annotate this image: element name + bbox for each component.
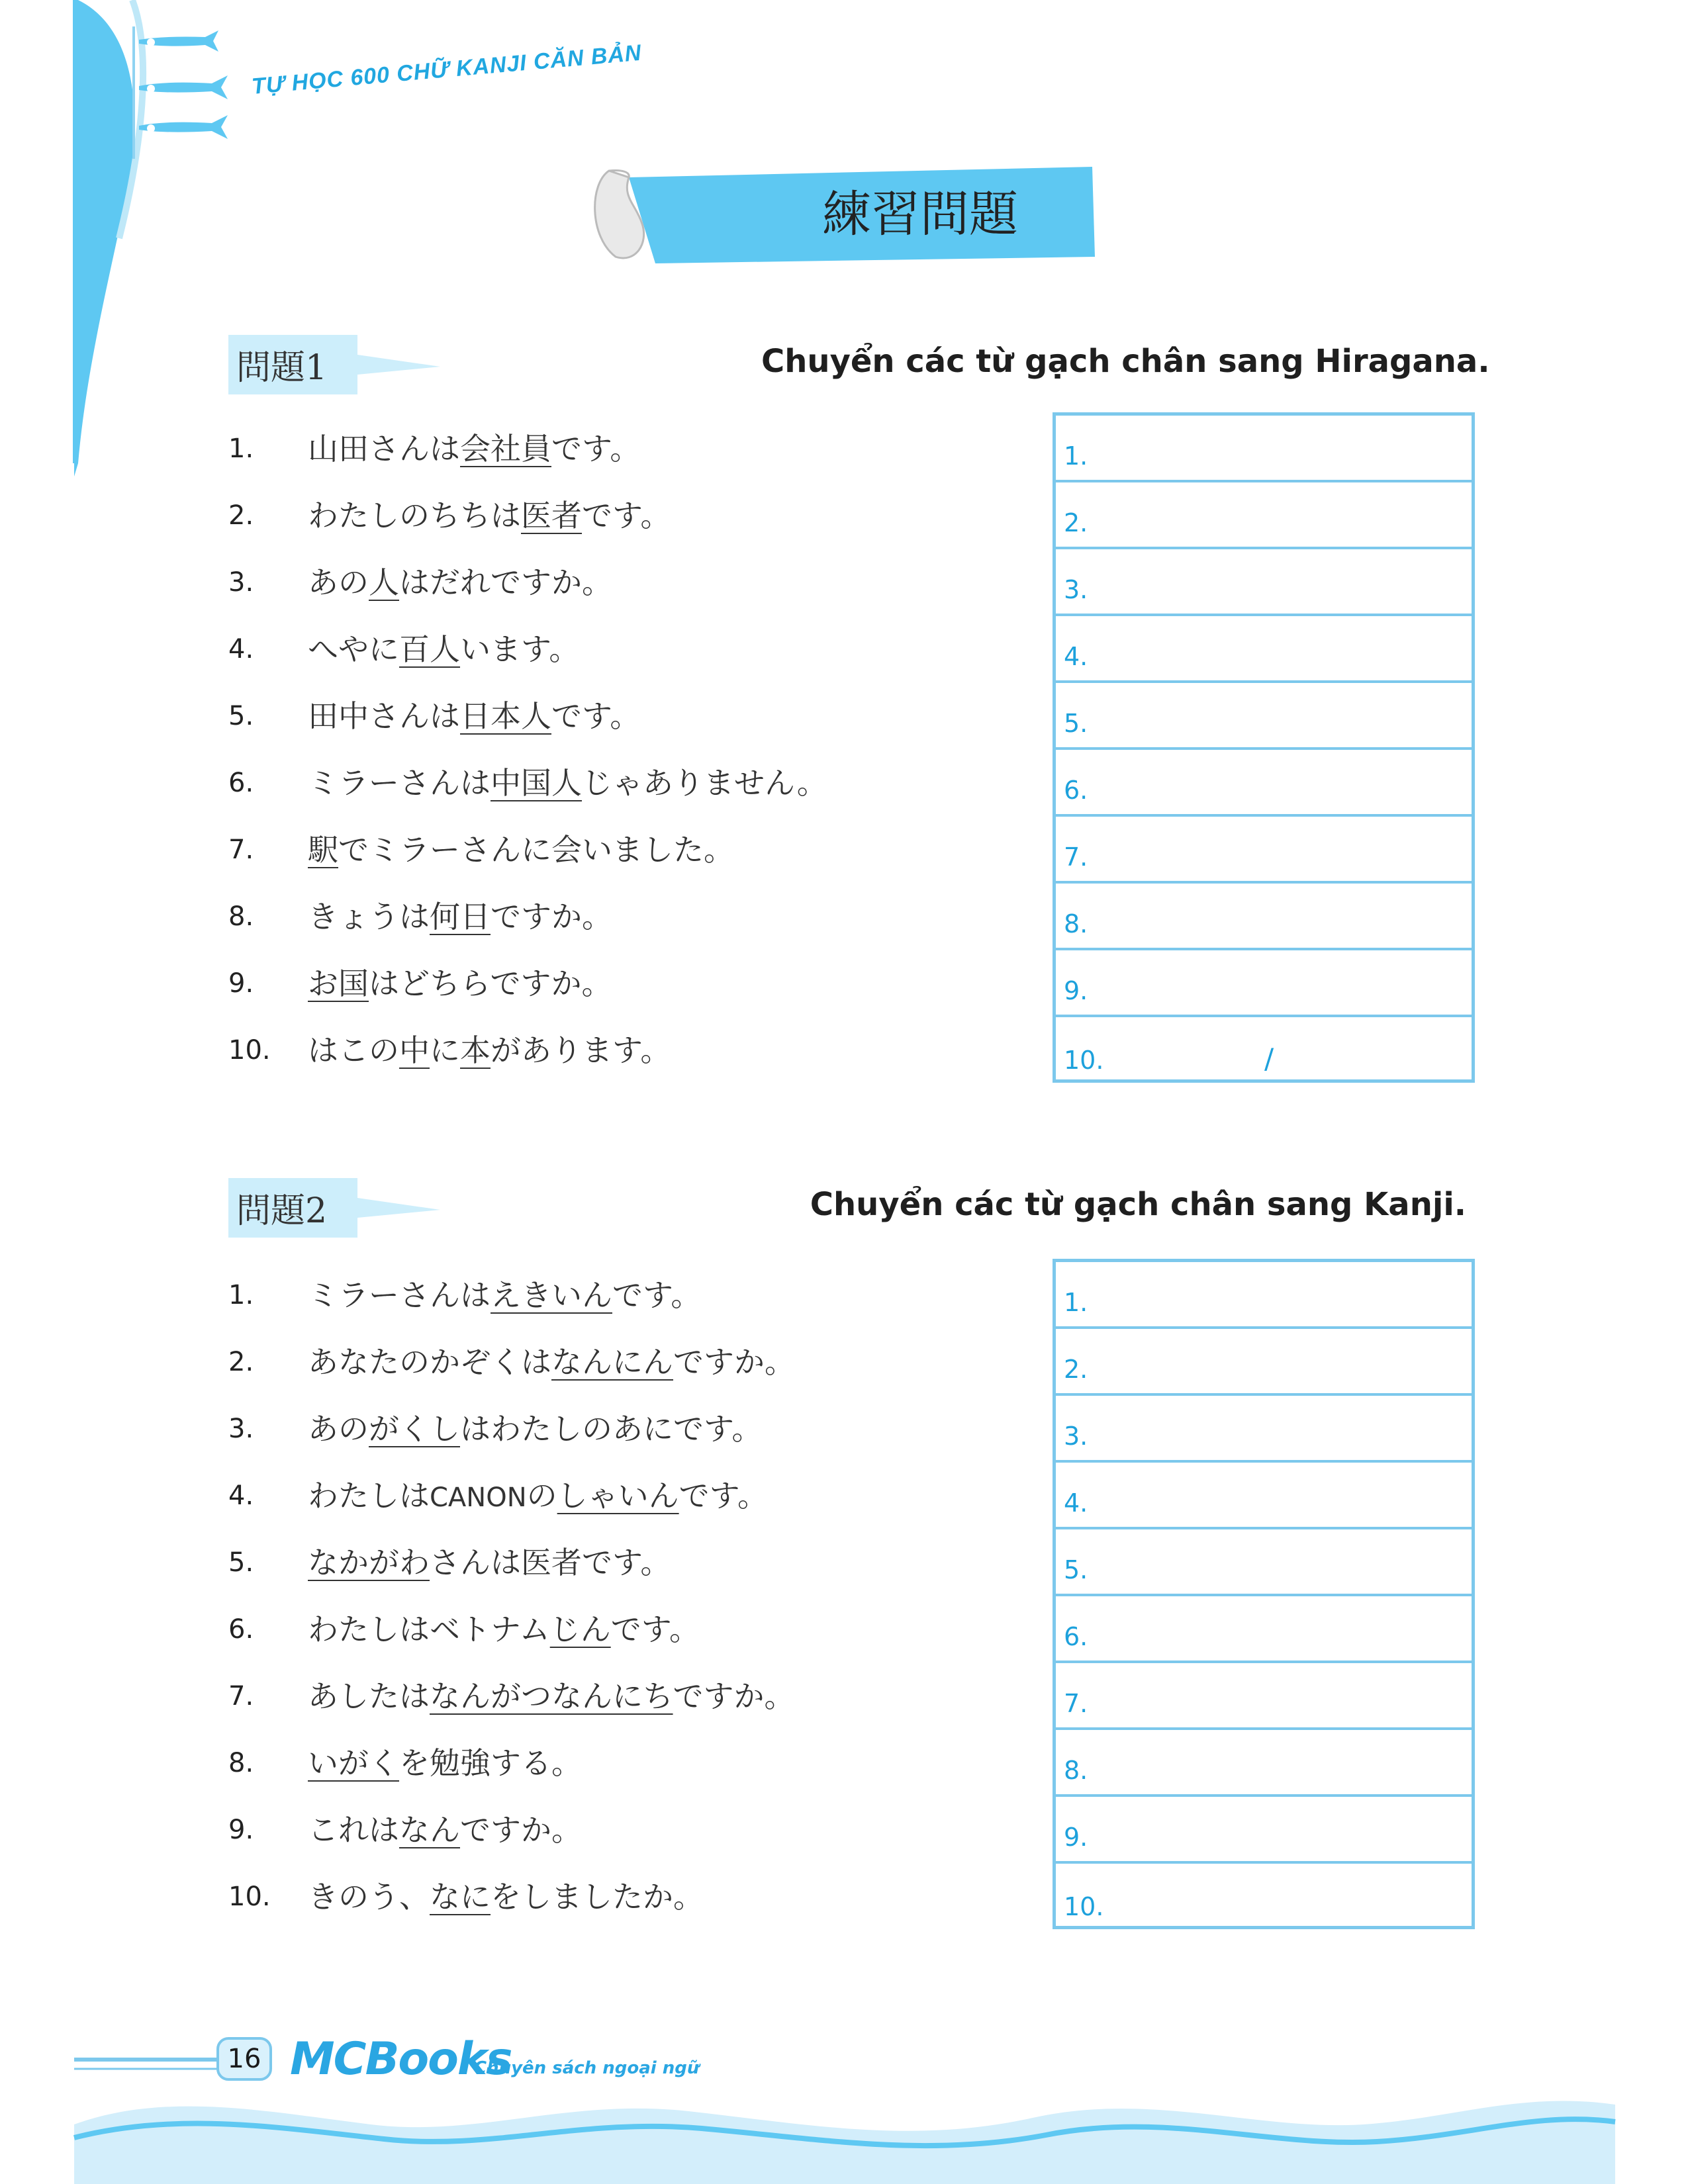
underlined-word: しゃいん xyxy=(557,1478,679,1514)
underlined-word: なんにん xyxy=(551,1344,673,1380)
question-number: 2. xyxy=(228,500,254,531)
underlined-word: 駅 xyxy=(308,832,338,868)
question-text xyxy=(308,549,612,616)
answer-label: 8. xyxy=(1064,909,1088,938)
answer-label: 5. xyxy=(1064,709,1088,738)
underlined-word: 何日 xyxy=(430,899,491,934)
sentence-fragment: います。 xyxy=(460,631,580,667)
answer-label: 7. xyxy=(1064,1689,1088,1718)
underlined-word: なん xyxy=(399,1812,460,1848)
underlined-word: いがく xyxy=(308,1745,399,1781)
answer-label: 4. xyxy=(1064,1488,1088,1518)
sentence-fragment: きょうは xyxy=(308,899,430,934)
answer-label: 1. xyxy=(1064,1288,1088,1317)
question-number: 2. xyxy=(228,1347,254,1377)
sentence-fragment: 田中さんは xyxy=(308,698,460,734)
answer-row[interactable] xyxy=(1056,1329,1472,1396)
answer-label: 6. xyxy=(1064,776,1088,805)
question-text xyxy=(308,1596,700,1663)
question-number: 1. xyxy=(228,433,254,464)
question-text xyxy=(308,1017,671,1084)
answer-label: 6. xyxy=(1064,1622,1088,1651)
question-number: 10. xyxy=(228,1882,271,1912)
sentence-fragment: に xyxy=(430,1032,460,1068)
sentence-fragment: さんは医者です。 xyxy=(430,1545,671,1580)
sentence-fragment: 山田さんは xyxy=(308,431,460,467)
question-number: 7. xyxy=(228,835,254,865)
question-number: 4. xyxy=(228,1480,254,1511)
sentence-fragment: これは xyxy=(308,1812,399,1848)
answer-label: 10. xyxy=(1064,1892,1104,1921)
question-number: 5. xyxy=(228,1547,254,1578)
question-number: 4. xyxy=(228,634,254,664)
question-text xyxy=(308,1463,768,1529)
answer-row[interactable] xyxy=(1056,750,1472,817)
sentence-fragment: です。 xyxy=(582,498,671,533)
answer-row[interactable] xyxy=(1056,1463,1472,1529)
sentence-fragment: はどちらですか。 xyxy=(369,966,612,1001)
answer-row[interactable] xyxy=(1056,1663,1472,1730)
answer-label: 4. xyxy=(1064,642,1088,671)
question-text xyxy=(308,416,640,482)
answer-label: 2. xyxy=(1064,1355,1088,1384)
answer-row[interactable] xyxy=(1056,616,1472,683)
sentence-fragment: わたしは xyxy=(308,1478,430,1514)
answer-row[interactable] xyxy=(1056,1596,1472,1663)
problem1-tag: 問題1 xyxy=(236,348,328,388)
underlined-word: 中 xyxy=(399,1032,430,1068)
question-number: 8. xyxy=(228,1748,254,1778)
question-text xyxy=(308,1396,762,1463)
sentence-fragment: きのう、 xyxy=(308,1879,430,1915)
underlined-word: 人 xyxy=(369,565,399,600)
question-number: 8. xyxy=(228,901,254,932)
sentence-fragment: はこの xyxy=(308,1032,399,1068)
answer-mark: / xyxy=(1264,1042,1274,1075)
answer-row[interactable] xyxy=(1056,1529,1472,1596)
question-number: 7. xyxy=(228,1681,254,1711)
underlined-word: 会社員 xyxy=(460,431,551,467)
question-text xyxy=(308,1529,671,1596)
answer-label: 3. xyxy=(1064,575,1088,604)
question-number: 10. xyxy=(228,1035,271,1066)
question-number: 9. xyxy=(228,1815,254,1845)
underlined-word: 中国人 xyxy=(491,765,582,801)
sentence-fragment: です。 xyxy=(610,1612,700,1647)
question-text xyxy=(308,1864,704,1931)
answer-row[interactable] xyxy=(1056,1017,1472,1084)
underlined-word: なに xyxy=(430,1879,491,1915)
sentence-fragment: の xyxy=(526,1478,557,1514)
book-title: TỰ HỌC 600 CHỮ KANJI CĂN BẢN xyxy=(250,40,643,100)
answer-row[interactable] xyxy=(1056,1262,1472,1329)
question-text xyxy=(308,817,734,884)
answer-label: 9. xyxy=(1064,1823,1088,1852)
sentence-fragment: あしたは xyxy=(308,1678,430,1714)
sentence-fragment: じゃありません。 xyxy=(582,765,827,801)
question-text xyxy=(308,750,827,817)
answer-label: 10. xyxy=(1064,1046,1104,1075)
answer-row[interactable] xyxy=(1056,549,1472,616)
sentence-fragment: です。 xyxy=(612,1277,702,1313)
underlined-word: えきいん xyxy=(491,1277,612,1313)
sentence-fragment: ですか。 xyxy=(491,899,612,934)
answer-label: 5. xyxy=(1064,1555,1088,1584)
sentence-fragment: ミラーさんは xyxy=(308,1277,491,1313)
sentence-fragment: あの xyxy=(308,565,369,600)
question-text xyxy=(308,482,671,549)
underlined-word: がくし xyxy=(369,1411,460,1447)
answer-row[interactable] xyxy=(1056,416,1472,482)
question-number: 9. xyxy=(228,968,254,999)
question-number: 6. xyxy=(228,768,254,798)
question-number: 3. xyxy=(228,1414,254,1444)
problem2-tag: 問題2 xyxy=(236,1191,328,1231)
answer-label: 3. xyxy=(1064,1422,1088,1451)
question-number: 5. xyxy=(228,701,254,731)
sentence-fragment: あなたのかぞくは xyxy=(308,1344,551,1380)
problem1-instruction: Chuyển các từ gạch chân sang Hiragana. xyxy=(761,343,1490,380)
page-number: 16 xyxy=(227,2044,261,2074)
question-text xyxy=(308,1262,701,1329)
question-text xyxy=(308,884,612,950)
answer-row[interactable] xyxy=(1056,1797,1472,1864)
sentence-fragment: です。 xyxy=(551,431,641,467)
answer-label: 7. xyxy=(1064,842,1088,872)
question-text xyxy=(308,1663,795,1730)
answer-label: 8. xyxy=(1064,1756,1088,1785)
brand-tagline: Chuyên sách ngoại ngữ xyxy=(474,2058,700,2078)
underlined-word: 医者 xyxy=(521,498,582,533)
sentence-fragment: でミラーさんに会いました。 xyxy=(338,832,734,868)
answer-row[interactable] xyxy=(1056,683,1472,750)
question-text xyxy=(308,616,579,683)
sentence-fragment: あの xyxy=(308,1411,369,1447)
answer-row[interactable] xyxy=(1056,482,1472,549)
answer-row[interactable] xyxy=(1056,1864,1472,1931)
answer-row[interactable] xyxy=(1056,884,1472,950)
question-number: 6. xyxy=(228,1614,254,1645)
underlined-word: なんがつなんにち xyxy=(430,1678,673,1714)
sentence-fragment: はだれですか。 xyxy=(399,565,612,600)
underlined-word: 本 xyxy=(460,1032,491,1068)
koinobori-fish-icon xyxy=(126,26,258,159)
sentence-fragment: へやに xyxy=(308,631,399,667)
brand-logo: MCBooks xyxy=(290,2033,512,2085)
question-number: 1. xyxy=(228,1280,254,1310)
question-number: 3. xyxy=(228,567,254,598)
question-text xyxy=(308,683,640,750)
answer-row[interactable] xyxy=(1056,817,1472,884)
answer-label: 9. xyxy=(1064,976,1088,1005)
sentence-fragment: ですか。 xyxy=(673,1344,795,1380)
sentence-fragment: があります。 xyxy=(491,1032,671,1068)
question-text xyxy=(308,1730,582,1797)
underlined-word: 日本人 xyxy=(460,698,551,734)
sentence-fragment: わたしのちちは xyxy=(308,498,521,533)
answer-row[interactable] xyxy=(1056,950,1472,1017)
question-text xyxy=(308,950,612,1017)
underlined-word: なかがわ xyxy=(308,1545,430,1580)
sentence-fragment: ですか。 xyxy=(673,1678,795,1714)
underlined-word: お国 xyxy=(308,966,369,1001)
sentence-fragment: を勉強する。 xyxy=(399,1745,582,1781)
sentence-fragment: です。 xyxy=(679,1478,768,1514)
answer-label: 2. xyxy=(1064,508,1088,537)
sentence-fragment: ですか。 xyxy=(460,1812,582,1848)
sentence-fragment: CANON xyxy=(430,1482,527,1513)
answer-row[interactable] xyxy=(1056,1396,1472,1463)
underlined-word: じん xyxy=(549,1612,611,1647)
sentence-fragment: わたしはベトナム xyxy=(308,1612,550,1647)
sentence-fragment: はわたしのあにです。 xyxy=(460,1411,763,1447)
question-text xyxy=(308,1329,795,1396)
section-title: 練習問題 xyxy=(822,186,1018,243)
question-text xyxy=(308,1797,582,1864)
sentence-fragment: ミラーさんは xyxy=(308,765,491,801)
answer-row[interactable] xyxy=(1056,1730,1472,1797)
sentence-fragment: です。 xyxy=(551,698,641,734)
answer-label: 1. xyxy=(1064,441,1088,471)
problem1-answer-box xyxy=(1053,412,1475,1083)
sentence-fragment: をしましたか。 xyxy=(491,1879,704,1915)
underlined-word: 百人 xyxy=(399,631,460,667)
problem2-answer-box xyxy=(1053,1259,1475,1929)
problem2-instruction: Chuyển các từ gạch chân sang Kanji. xyxy=(810,1186,1466,1223)
